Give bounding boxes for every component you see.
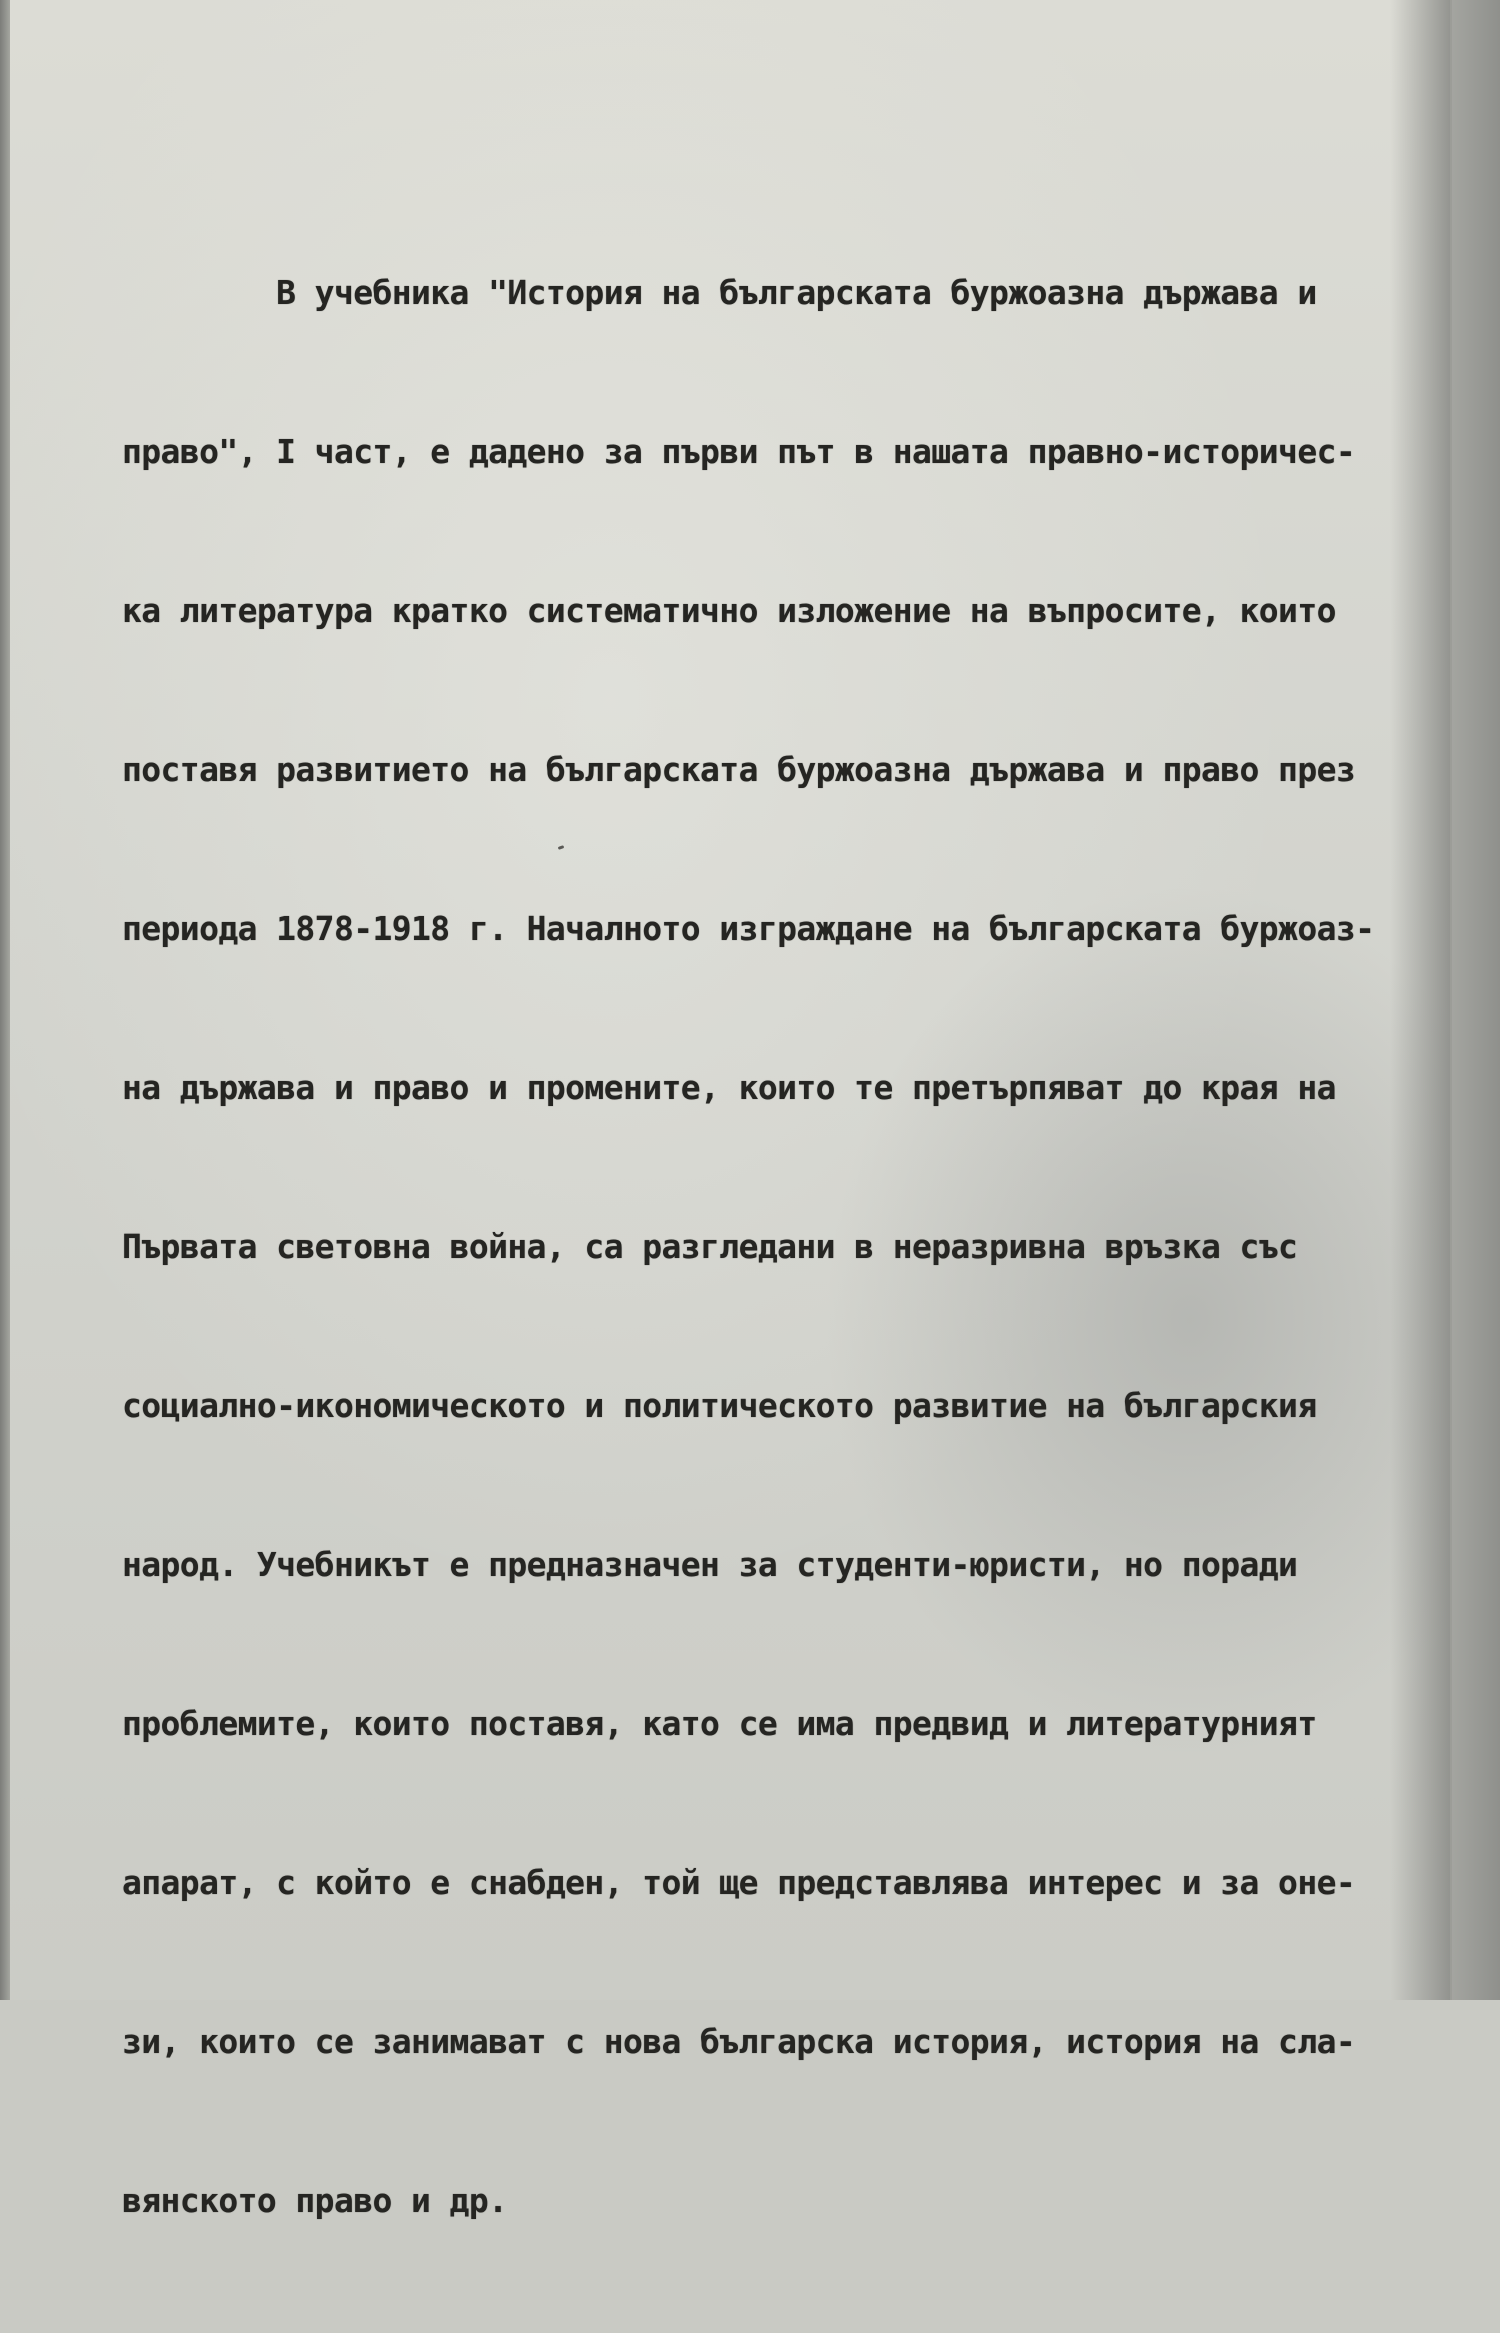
text-line: вянското право и др. <box>122 2181 508 2220</box>
text-line: периода 1878-1918 г. Началното изграждане на българската буржоаз- <box>122 909 1375 948</box>
text-line: зи, които се занимават с нова българска история, история на сла- <box>122 2022 1356 2061</box>
text-line: В учебника "История на българската буржоазна държава и <box>122 273 1317 312</box>
text-line: проблемите, които поставя, като се има предвид и литературният <box>122 1704 1317 1743</box>
text-line: апарат, с който е снабден, той ще представлява интерес и за оне- <box>122 1863 1356 1902</box>
typewritten-page <box>10 0 1452 2220</box>
text-line: народ. Учебникът е предназначен за студенти-юристи, но поради <box>122 1545 1298 1584</box>
text-line: социално-икономическото и политическото развитие на българския <box>122 1386 1317 1425</box>
text-line: на държава и право и промените, които те претърпяват до края на <box>122 1068 1336 1107</box>
text-line: право", I част, е дадено за първи път в нашата правно-историчес- <box>122 432 1356 471</box>
typed-paragraph <box>122 160 1442 2333</box>
text-line: поставя развитието на българската буржоазна държава и право през <box>122 750 1356 789</box>
text-line: ка литература кратко систематично изложение на въпросите, които <box>122 591 1336 630</box>
text-line: Първата световна война, са разгледани в неразривна връзка със <box>122 1227 1298 1266</box>
